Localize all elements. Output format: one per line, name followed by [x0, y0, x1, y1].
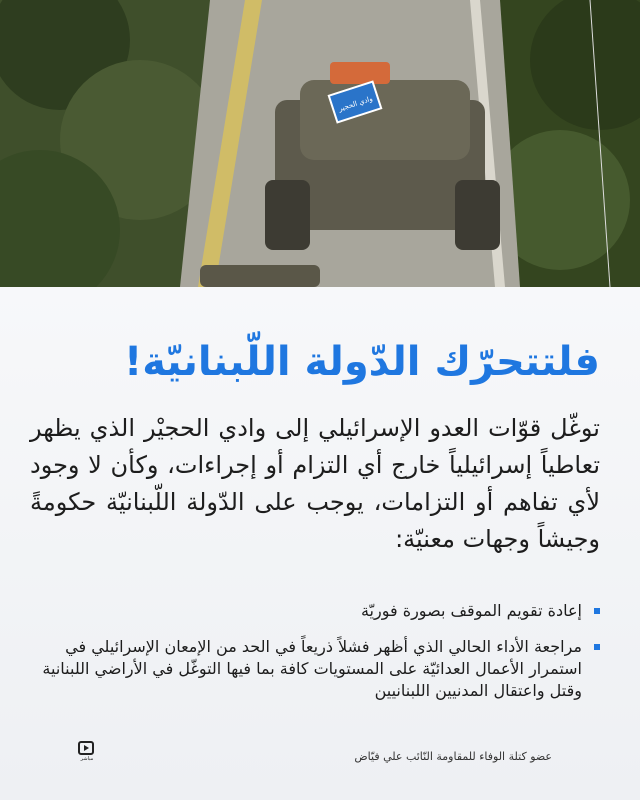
list-item-text: إعادة تقويم الموقف بصورة فوريّة [360, 601, 582, 620]
road-sign-text: وادي الحجير [337, 94, 374, 114]
bullet-square-icon [594, 608, 600, 614]
list-item [40, 600, 600, 622]
list-item-text: مراجعة الأداء الحالي الذي أظهر فشلاً ذريعاً في الحد من الإمعان الإسرائيلي في استمرار الأعمال العدائيّة على المستويات كافة بما فيها التوغّل في الأراضي اللبنانية وقتل واعتقال المدنيين اللبنانيين [42, 637, 582, 700]
play-icon [84, 745, 89, 751]
bullet-square-icon [594, 644, 600, 650]
speaker-credit: عضو كتلة الوفاء للمقاومة النّائب علي فيّاض [354, 750, 552, 763]
statement-body: توغّل قوّات العدو الإسرائيلي إلى وادي الحجيْر الذي يظهر تعاطياً إسرائيلياً خارج أي التزام أو إجراءات، وكأن لا وجود لأي تفاهم أو التزامات، يوجب على الدّولة اللّبنانيّة حكومةً وجيشاً وجهات معنيّة: [30, 414, 600, 553]
demands-list [40, 600, 600, 716]
tank-photo [0, 0, 640, 287]
list-item [40, 636, 600, 702]
channel-logo [76, 741, 98, 765]
tank-scene-illustration [0, 0, 640, 287]
logo-caption: مباشر [80, 756, 94, 762]
headline: فلتتحرّك الدّولة اللّبنانيّة! [124, 339, 600, 385]
